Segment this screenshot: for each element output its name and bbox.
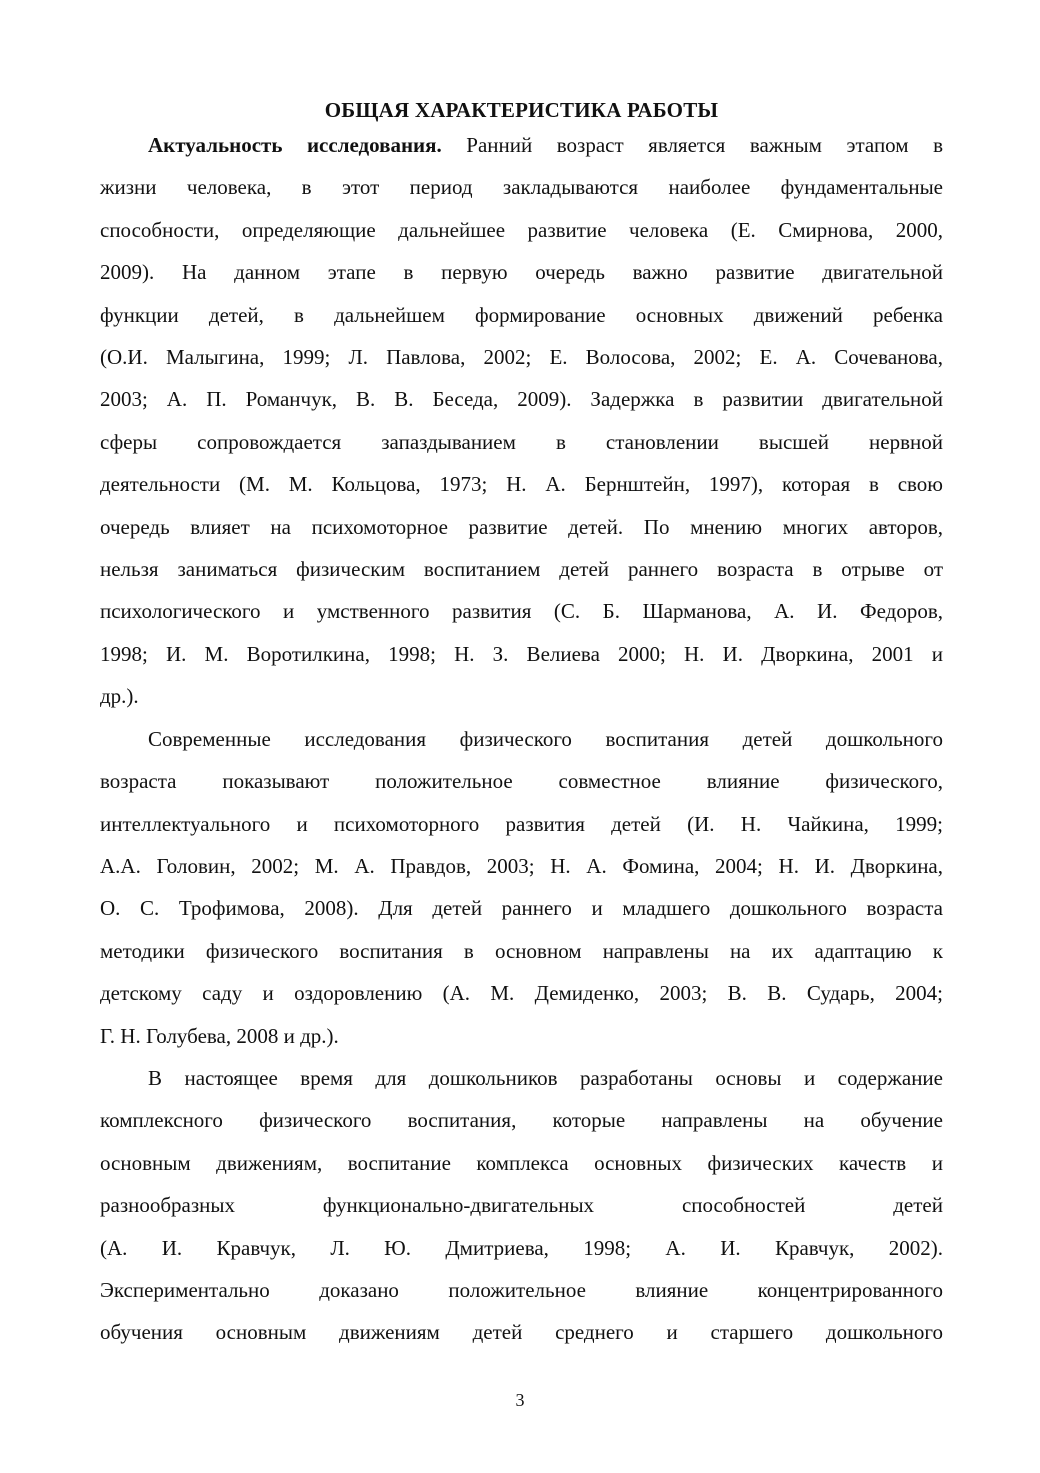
paragraph-line: 2009). На данном этапе в первую очередь важно развитие двигательной <box>100 260 943 285</box>
paragraph-line: А.А. Головин, 2002; М. А. Правдов, 2003; Н. А. Фомина, 2004; Н. И. Дворкина, <box>100 853 943 878</box>
paragraph-line: др.). <box>100 684 139 709</box>
paragraph-line: обучения основным движениям детей среднего и старшего дошкольного <box>100 1320 943 1345</box>
paragraph-line: возраста показывают положительное совместное влияние физического, <box>100 769 943 794</box>
paragraph-line: 1998; И. М. Воротилкина, 1998; Н. З. Велиева 2000; Н. И. Дворкина, 2001 и <box>100 641 943 666</box>
paragraph-line: жизни человека, в этот период закладываются наиболее фундаментальные <box>100 175 943 200</box>
paragraph-lead: Актуальность исследования. <box>148 133 442 157</box>
paragraph-line: разнообразных функционально-двигательных способностей детей <box>100 1193 943 1218</box>
paragraph-line: психологического и умственного развития (С. Б. Шарманова, А. И. Федоров, <box>100 599 943 624</box>
paragraph-relevance <box>100 124 943 718</box>
paragraph-line: В настоящее время для дошкольников разработаны основы и содержание <box>148 1065 943 1090</box>
paragraph-line: 2003; А. П. Романчук, В. В. Беседа, 2009). Задержка в развитии двигательной <box>100 387 943 412</box>
paragraph-current-state <box>100 1057 943 1354</box>
paragraph-line: детскому саду и оздоровлению (А. М. Демиденко, 2003; В. В. Сударь, 2004; <box>100 981 943 1006</box>
paragraph-line: методики физического воспитания в основном направлены на их адаптацию к <box>100 938 943 963</box>
paragraph-line: О. С. Трофимова, 2008). Для детей раннего и младшего дошкольного возраста <box>100 896 943 921</box>
paragraph-line: Экспериментально доказано положительное влияние концентрированного <box>100 1277 943 1302</box>
paragraph-line: комплексного физического воспитания, которые направлены на обучение <box>100 1108 943 1133</box>
paragraph-line: нельзя заниматься физическим воспитанием детей раннего возраста в отрыве от <box>100 557 943 582</box>
paragraph-line: (А. И. Кравчук, Л. Ю. Дмитриева, 1998; А. И. Кравчук, 2002). <box>100 1235 943 1260</box>
paragraph-line: очередь влияет на психомоторное развитие детей. По мнению многих авторов, <box>100 514 943 539</box>
page-title: ОБЩАЯ ХАРАКТЕРИСТИКА РАБОТЫ <box>324 98 719 122</box>
page-number: 3 <box>515 1390 525 1410</box>
document-page <box>100 96 943 1354</box>
paragraph-line: функции детей, в дальнейшем формирование основных движений ребенка <box>100 302 943 327</box>
paragraph-modern-research <box>100 718 943 1057</box>
paragraph-line: Современные исследования физического воспитания детей дошкольного <box>148 726 943 751</box>
paragraph-line: Актуальность исследования. Ранний возраст является важным этапом в <box>148 133 944 157</box>
paragraph-line: Г. Н. Голубева, 2008 и др.). <box>100 1023 339 1048</box>
paragraph-line: (О.И. Малыгина, 1999; Л. Павлова, 2002; Е. Волосова, 2002; Е. А. Сочеванова, <box>100 345 943 370</box>
paragraph-line: способности, определяющие дальнейшее развитие человека (Е. Смирнова, 2000, <box>100 217 943 242</box>
paragraph-line: деятельности (М. М. Кольцова, 1973; Н. А. Бернштейн, 1997), которая в свою <box>100 472 943 497</box>
paragraph-line: основным движениям, воспитание комплекса основных физических качеств и <box>100 1150 943 1175</box>
paragraph-line: сферы сопровождается запаздыванием в становлении высшей нервной <box>100 429 943 454</box>
paragraph-line: интеллектуального и психомоторного развития детей (И. Н. Чайкина, 1999; <box>100 811 943 836</box>
